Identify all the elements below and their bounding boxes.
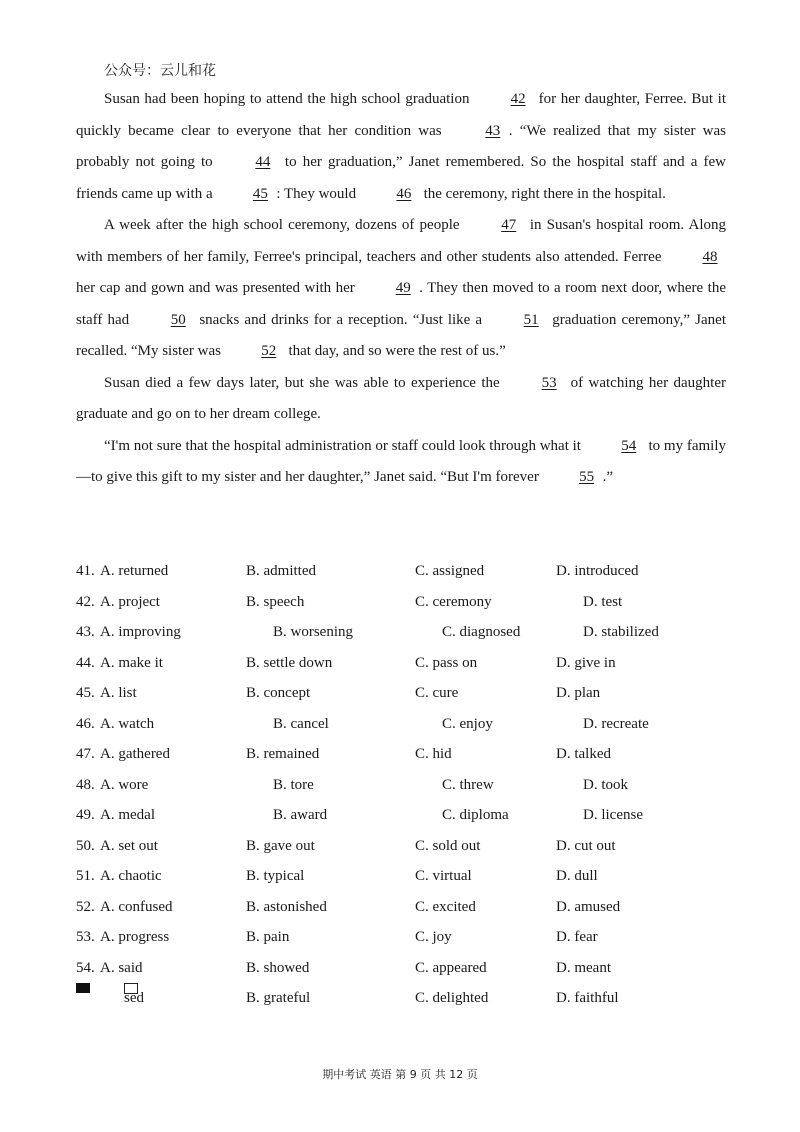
option-a: A. progress xyxy=(100,929,170,945)
blank-47: 47 xyxy=(501,217,517,233)
option-d: D. give in xyxy=(556,654,616,671)
option-a: A. said xyxy=(100,959,143,976)
option-a: A. gathered xyxy=(100,746,170,762)
passage-text: .” xyxy=(602,469,613,485)
option-number: 46. xyxy=(76,715,95,732)
passage-text: . “We realized that my sister was probably not going to xyxy=(76,122,726,170)
option-a: A. confused xyxy=(100,898,173,915)
option-d: D. fear xyxy=(556,929,598,945)
blank-48: 48 xyxy=(702,248,718,265)
option-a: A. project xyxy=(100,593,160,610)
option-a: A. returned xyxy=(100,563,169,579)
option-b: B. admitted xyxy=(246,563,316,579)
option-a: A. make it xyxy=(100,654,163,671)
passage-text: that day, and so were the rest of us.” xyxy=(284,343,506,359)
option-c: C. delighted xyxy=(415,990,489,1006)
option-number: 53. xyxy=(76,929,95,945)
option-row-44 xyxy=(76,648,736,679)
option-b: B. grateful xyxy=(246,990,311,1006)
passage-paragraph xyxy=(76,431,726,494)
option-b: B. astonished xyxy=(246,898,327,915)
option-d: D. introduced xyxy=(556,563,639,579)
option-b: B. award xyxy=(273,807,328,823)
option-d: D. faithful xyxy=(556,990,619,1006)
option-b: B. showed xyxy=(246,959,310,976)
option-c: C. excited xyxy=(415,898,476,915)
option-c: C. virtual xyxy=(415,868,472,884)
blank-49: 49 xyxy=(395,280,411,296)
blank-52: 52 xyxy=(261,343,277,359)
cloze-passage xyxy=(76,84,726,494)
option-c: C. cure xyxy=(415,685,459,701)
option-a: A. watch xyxy=(100,715,155,732)
option-d: D. plan xyxy=(556,685,601,701)
passage-paragraph xyxy=(76,210,726,368)
passage-text: graduation ceremony,” Janet recalled. “My sister was xyxy=(76,311,726,359)
option-d: D. recreate xyxy=(583,715,649,732)
option-a: A. list xyxy=(100,685,137,701)
option-a-text: sed xyxy=(124,990,144,1006)
option-d: D. talked xyxy=(556,746,611,762)
option-number: 45. xyxy=(76,685,95,701)
option-d: D. took xyxy=(583,776,628,793)
passage-text: of watching her daughter graduate and go on to her dream college. xyxy=(76,374,727,422)
option-b: B. remained xyxy=(246,746,320,762)
option-row-51 xyxy=(76,861,736,892)
page-footer: 期中考试 英语 第 9 页 共 12 页 xyxy=(322,1068,478,1081)
option-row-49 xyxy=(76,800,736,831)
blank-50: 50 xyxy=(170,311,186,328)
passage-text: to her graduation,” Janet remembered. So the hospital staff and a few friends came up with a xyxy=(76,154,727,202)
option-d: D. cut out xyxy=(556,837,616,854)
option-row-47 xyxy=(76,739,736,770)
option-d: D. amused xyxy=(556,898,621,915)
passage-text: “I'm not sure that the hospital administration or staff could look through what it xyxy=(104,437,585,454)
option-row-41 xyxy=(76,556,736,587)
option-d: D. meant xyxy=(556,959,611,976)
option-c: C. joy xyxy=(415,929,452,945)
passage-paragraph xyxy=(76,84,726,210)
option-row-43 xyxy=(76,617,736,648)
option-b: B. pain xyxy=(246,929,290,945)
passage-text: Susan died a few days later, but she was able to experience the xyxy=(104,374,506,391)
ink-smudge xyxy=(76,983,90,993)
option-row-42 xyxy=(76,587,736,618)
option-b: B. tore xyxy=(273,776,314,793)
option-c: C. sold out xyxy=(415,837,481,854)
passage-text: the ceremony, right there in the hospital. xyxy=(419,185,666,202)
option-number: 54. xyxy=(76,959,95,976)
option-number: 47. xyxy=(76,746,95,762)
blank-46: 46 xyxy=(396,185,412,202)
option-a: A. wore xyxy=(100,776,149,793)
option-c: C. threw xyxy=(442,776,494,793)
option-d: D. dull xyxy=(556,868,598,884)
option-number: 44. xyxy=(76,654,95,671)
option-row-55 xyxy=(76,983,736,1014)
passage-text: for her daughter, Ferree. But it quickly became clear to everyone that her condition was xyxy=(76,91,726,139)
option-c: C. diploma xyxy=(442,807,509,823)
answer-options xyxy=(76,556,736,1014)
option-a: A. set out xyxy=(100,837,158,854)
option-row-52 xyxy=(76,892,736,923)
option-number: 51. xyxy=(76,868,95,884)
option-c: C. assigned xyxy=(415,563,485,579)
blank-42: 42 xyxy=(510,91,526,107)
option-c: C. diagnosed xyxy=(442,624,521,640)
passage-text: her cap and gown and was presented with her xyxy=(76,280,360,296)
blank-54: 54 xyxy=(621,437,637,454)
option-c: C. ceremony xyxy=(415,593,492,610)
option-a: A. chaotic xyxy=(100,868,162,884)
page-header: 公众号：云儿和花 xyxy=(104,63,216,79)
option-b: B. settle down xyxy=(246,654,333,671)
option-number: 41. xyxy=(76,563,95,579)
passage-text: : They would xyxy=(276,185,360,202)
passage-text: in Susan's hospital room. Along with members of her family, Ferree's principal, teachers and other students also attended. Ferree xyxy=(76,217,726,265)
option-d: D. test xyxy=(583,593,623,610)
blank-43: 43 xyxy=(485,122,501,139)
option-b: B. gave out xyxy=(246,837,315,854)
option-number: 43. xyxy=(76,624,95,640)
option-a: A. medal xyxy=(100,807,155,823)
option-number: 42. xyxy=(76,593,95,610)
option-row-45 xyxy=(76,678,736,709)
option-b: B. speech xyxy=(246,593,305,610)
option-a: A. improving xyxy=(100,624,181,640)
blank-44: 44 xyxy=(255,154,271,170)
option-number: 52. xyxy=(76,898,95,915)
option-number: 50. xyxy=(76,837,95,854)
option-b: B. worsening xyxy=(273,624,353,640)
option-b: B. typical xyxy=(246,868,305,884)
option-row-46 xyxy=(76,709,736,740)
blank-51: 51 xyxy=(523,311,539,328)
option-c: C. pass on xyxy=(415,654,478,671)
passage-text: to my family—to give this gift to my sister and her daughter,” Janet said. “But I'm forever xyxy=(76,437,726,485)
option-c: C. appeared xyxy=(415,959,487,976)
option-number: 48. xyxy=(76,776,95,793)
passage-text: . They then moved to a room next door, where the staff had xyxy=(76,280,726,328)
option-c: C. enjoy xyxy=(442,715,493,732)
option-b: B. cancel xyxy=(273,715,329,732)
option-b: B. concept xyxy=(246,685,311,701)
option-row-50 xyxy=(76,831,736,862)
blank-45: 45 xyxy=(252,185,268,202)
blank-53: 53 xyxy=(541,374,557,391)
option-row-53 xyxy=(76,922,736,953)
passage-text: A week after the high school ceremony, dozens of people xyxy=(104,217,465,233)
passage-paragraph xyxy=(76,368,726,431)
option-row-54 xyxy=(76,953,736,984)
option-c: C. hid xyxy=(415,746,452,762)
passage-text: Susan had been hoping to attend the high school graduation xyxy=(104,91,475,107)
option-d: D. stabilized xyxy=(583,624,659,640)
option-d: D. license xyxy=(583,807,643,823)
blank-55: 55 xyxy=(579,469,595,485)
passage-text: snacks and drinks for a reception. “Just like a xyxy=(194,311,488,328)
option-number: 49. xyxy=(76,807,95,823)
option-row-48 xyxy=(76,770,736,801)
